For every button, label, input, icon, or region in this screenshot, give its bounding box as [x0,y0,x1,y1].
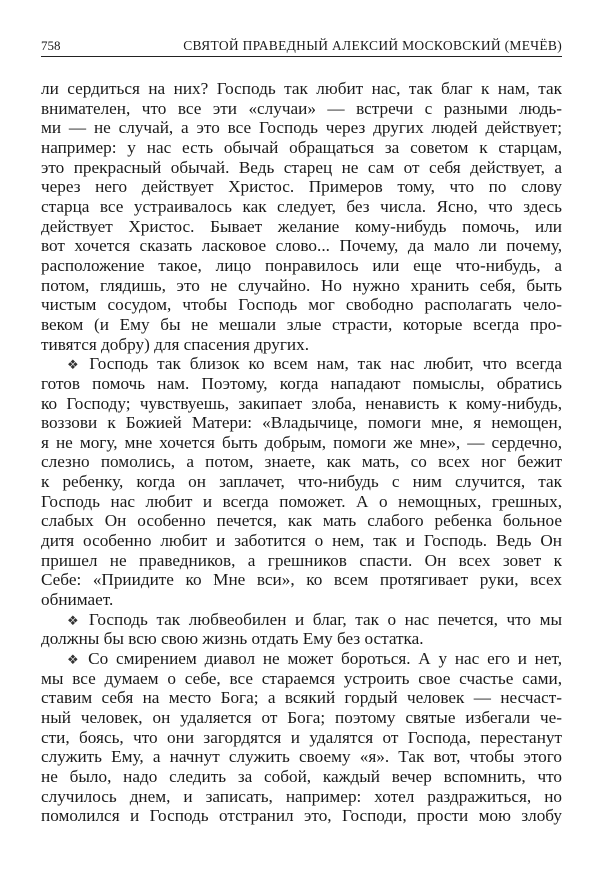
text-line [41,629,562,649]
text-line [41,806,562,826]
line-text: это прекрасный обычай. Ведь старец не сам от себя действует, а [41,157,562,177]
line-text: расположение такое, лицо понравилось или еще что-нибудь, а [41,255,562,275]
line-text: служить Ему, а начнут служить своему «я». Так вот, чтобы этого [41,747,562,767]
text-line [41,787,562,807]
line-text: я не могу, мне хочется быть добрым, помоги же мне», — сердечно, [41,432,562,452]
line-text: чистым сосудом, чтобы Господь мог свободно располагать чело- [41,295,562,315]
text-line [41,551,562,571]
line-text: не было, надо следить за собой, каждый вечер вспомнить, что [41,766,562,786]
text-line [41,79,562,99]
line-text: например: у нас есть обычай обращаться за советом к старцам, [41,137,562,157]
text-line [41,511,562,531]
paragraph [41,79,562,354]
line-text: воззови к Божией Матери: «Владычице, помоги мне, я немощен, [41,413,562,433]
line-text: Господь так близок ко всем нам, так нас любит, что всегда [89,354,562,374]
line-text: обнимает. [41,590,114,610]
text-line [41,747,562,767]
text-line [41,570,562,590]
line-text: тивятся добру) для спасения других. [41,334,310,354]
text-line [41,492,562,512]
text-line [41,452,562,472]
line-text: слезно помолись, а потом, знаете, как мать, со всех ног бежит [41,452,562,472]
line-text: ный человек, он удаляется от Бога; поэтому святые избегали че- [41,708,562,727]
line-text: к ребенку, когда он заплачет, что-нибудь с ним случится, так [41,472,562,492]
text-line [41,669,562,689]
text-line [41,413,562,433]
line-text: действует Христос. Бывает желание кому-нибудь помочь, или [41,216,562,236]
text-line [41,138,562,158]
line-text: веком (и Ему бы не мешали злые страсти, которые всегда про- [41,314,562,334]
text-line [41,531,562,551]
text-line [41,728,562,748]
line-text: старца все устраивалось как следует, без числа. Ясно, что здесь [41,196,562,216]
line-text: слабых Он особенно печется, как мать слабого ребенка больное [41,511,562,531]
line-text: помолился и Господь отстранил это, Господи, прости мою злобу [41,806,562,826]
text-line [41,217,562,237]
page-number: 758 [41,38,61,53]
bullet-ornament-icon: ❖ [67,612,83,628]
text-line [41,177,562,197]
line-text: ко Господу; чувствуешь, закипает злоба, ненависть к кому-нибудь, [41,393,562,413]
line-text: Господь так любвеобилен и благ, так о нас печется, что мы [88,609,562,629]
line-text: готов помочь нам. Поэтому, когда нападают помыслы, обратись [41,373,562,393]
text-line [41,158,562,178]
text-line [41,256,562,276]
text-line [41,708,562,728]
paragraph [41,649,562,826]
text-line [41,335,562,355]
page-body [41,79,562,826]
line-text: мы все думаем о себе, все стараемся устроить свое счастье сами, [41,668,562,688]
text-line [41,374,562,394]
line-text: должны бы всю свою жизнь отдать Ему без остатка. [41,629,424,649]
text-line [41,354,562,374]
line-text: Себе: «Приидите ко Мне вси», ко всем протягивает руки, всех [41,570,562,590]
text-line [41,688,562,708]
paragraph [41,610,562,649]
line-text: пришел не праведников, а грешников спасти. Он всех зовет к [41,550,562,570]
line-text: Господь нас любит и всегда поможет. А о немощных, грешных, [41,491,562,511]
text-line [41,197,562,217]
line-text: вот хочется сказать ласковое слово... Почему, да мало ли почему, [41,236,562,256]
bullet-ornament-icon: ❖ [67,652,83,668]
line-text: ми — не случай, а это все Господь через других людей действует; [41,118,562,138]
text-line [41,394,562,414]
text-line [41,590,562,610]
text-line [41,767,562,787]
line-text: сти, боясь, что они загордятся и удалятся от Господа, перестанут [41,727,562,747]
bullet-ornament-icon: ❖ [67,357,84,373]
text-line [41,236,562,256]
text-line [41,315,562,335]
text-line [41,99,562,119]
line-text: потом, глядишь, это не случайно. Но нужно хранить себя, быть [41,275,562,295]
text-line [41,649,562,669]
line-text: Со смирением диавол не может бороться. А у нас его и нет, [88,649,562,669]
text-line [41,295,562,315]
line-text: внимателен, что все эти «случаи» — встречи с разными людь- [41,98,562,118]
text-line [41,610,562,630]
text-line [41,433,562,453]
text-line [41,472,562,492]
line-text: случилось днем, и записать, например: хотел раздражиться, но [41,786,562,806]
running-header [41,36,562,57]
text-line [41,276,562,296]
paragraph [41,354,562,610]
text-line [41,118,562,138]
line-text: ставим себя на место Бога; а всякий гордый человек — несчаст- [41,688,562,708]
line-text: дитя особенно любит и заботится о нем, так и Господь. Ведь Он [41,531,562,551]
line-text: ли сердиться на них? Господь так любит нас, так благ к нам, так [41,79,562,98]
line-text: через него действует Христос. Примеров тому, что по слову [41,177,562,197]
running-title: СВЯТОЙ ПРАВЕДНЫЙ АЛЕКСИЙ МОСКОВСКИЙ (МЕЧЁВ) [183,38,562,53]
